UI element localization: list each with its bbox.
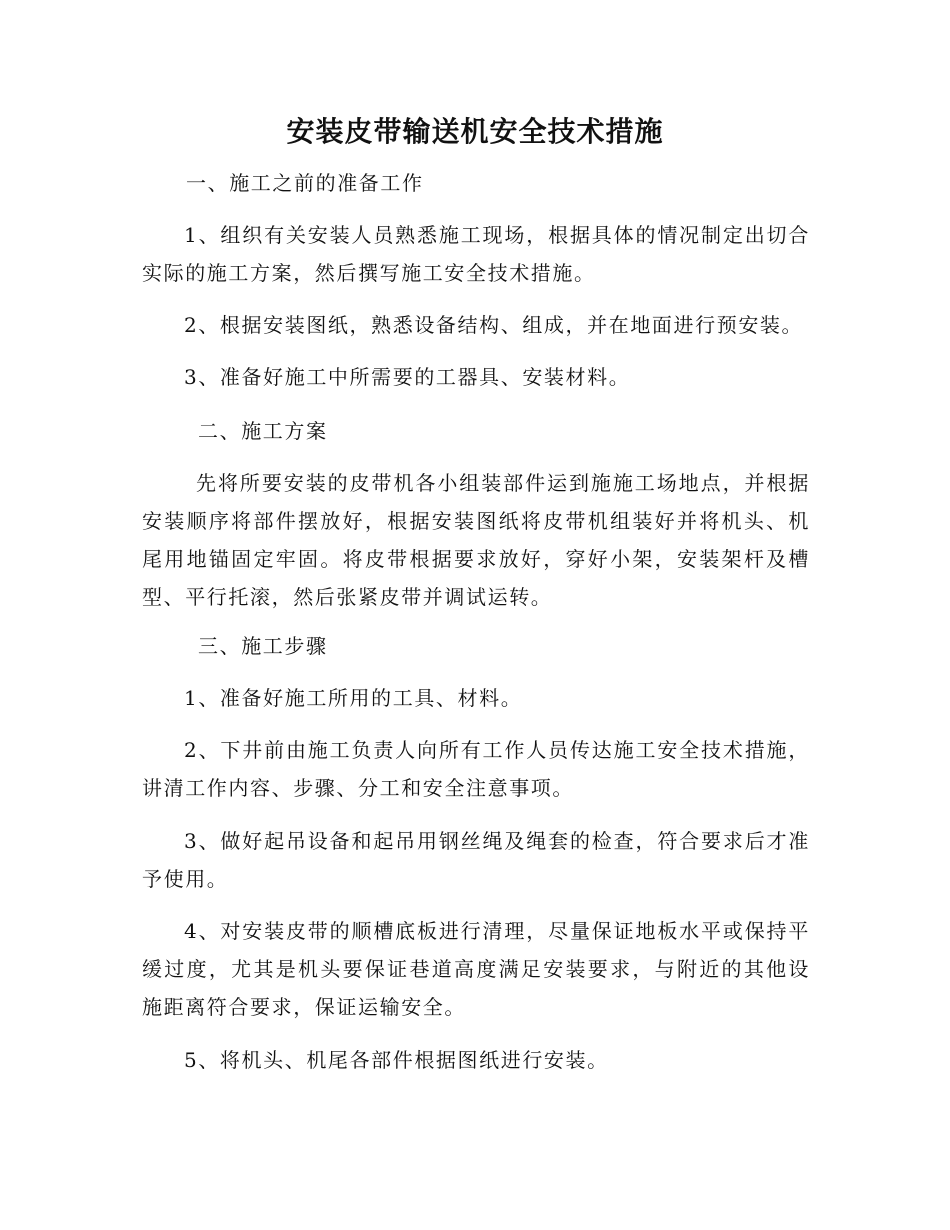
section-heading-steps: 三、施工步骤	[198, 634, 328, 658]
document-title: 安装皮带输送机安全技术措施	[286, 115, 664, 148]
section-heading-preparation: 一、施工之前的准备工作	[186, 171, 424, 195]
paragraph-step-item-4: 4、对安装皮带的顺槽底板进行清理，尽量保证地板水平或保持平缓过度，尤其是机头要保证巷道高度满足安装要求，与附近的其他设施距离符合要求，保证运输安全。	[142, 919, 810, 1019]
paragraph-prep-item-1: 1、组织有关安装人员熟悉施工现场，根据具体的情况制定出切合实际的施工方案，然后撰写施工安全技术措施。	[142, 223, 810, 285]
paragraph-step-item-2: 2、下井前由施工负责人向所有工作人员传达施工安全技术措施，讲清工作内容、步骤、分工和安全注意事项。	[142, 738, 810, 800]
paragraph-prep-item-2: 2、根据安装图纸，熟悉设备结构、组成，并在地面进行预安装。	[184, 313, 804, 337]
paragraph-step-item-3: 3、做好起吊设备和起吊用钢丝绳及绳套的检查，符合要求后才准予使用。	[142, 829, 810, 891]
paragraph-plan-body: 先将所要安装的皮带机各小组装部件运到施施工场地点，并根据安装顺序将部件摆放好，根据安装图纸将皮带机组装好并将机头、机尾用地锚固定牢固。将皮带根据要求放好，穿好小架，安装架杆及槽型、平行托滚，然后张紧皮带并调试运转。	[142, 471, 810, 609]
paragraph-step-item-5: 5、将机头、机尾各部件根据图纸进行安装。	[184, 1048, 609, 1072]
paragraph-prep-item-3: 3、准备好施工中所需要的工器具、安装材料。	[184, 365, 631, 389]
section-heading-plan: 二、施工方案	[198, 419, 328, 443]
paragraph-step-item-1: 1、准备好施工所用的工具、材料。	[184, 686, 523, 710]
